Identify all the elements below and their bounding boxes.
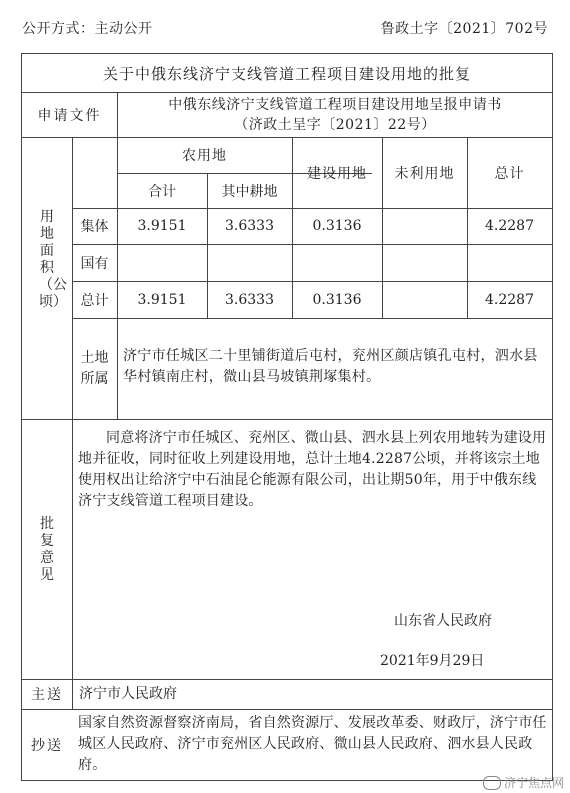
table-cell xyxy=(117,244,207,281)
header-unused: 未利用地 xyxy=(394,165,455,182)
document-number: 鲁政土字〔2021〕702号 xyxy=(380,21,548,37)
header-total: 总计 xyxy=(494,165,525,182)
land-area-label: 用地面积（公顷） xyxy=(39,209,67,310)
disclosure-mode: 公开方式：主动公开 xyxy=(22,21,153,37)
approval-text: 同意将济宁市任城区、兖州区、微山县、泗水县上列农用地转为建设用地并征收，同时征收上列建设用地，总计土地4.2287公顷，并将该宗土地使用权出让给济宁中石油昆仑能源有限公司，出让期50年，用于中俄东线济宁支线管道工程项目建设。 xyxy=(78,430,547,509)
row-label-state: 国有 xyxy=(80,255,109,272)
approval-label: 批复意见 xyxy=(40,516,54,583)
row-label-total: 总计 xyxy=(80,292,109,309)
cc-recipients: 国家自然资源督察济南局，省自然资源厅、发展改革委、财政厅，济宁市任城区人民政府、济宁市兖州区人民政府、微山县人民政府、泗水县人民政府。 xyxy=(78,715,547,773)
table-cell: 3.6333 xyxy=(225,218,274,234)
header-construction: 建设用地 xyxy=(307,165,367,182)
table-cell xyxy=(382,244,467,281)
table-cell xyxy=(292,244,382,281)
wechat-icon xyxy=(483,776,501,790)
table-cell xyxy=(467,244,552,281)
table-cell xyxy=(382,281,467,318)
table-cell: 3.9151 xyxy=(137,218,187,234)
application-title: 中俄东线济宁支线管道工程项目建设用地呈报申请书 xyxy=(168,96,502,113)
main-recipient-label: 主送 xyxy=(31,687,63,703)
table-cell: 3.6333 xyxy=(225,291,274,308)
approval-signer: 山东省人民政府 xyxy=(394,613,492,629)
table-cell: 4.2287 xyxy=(485,218,534,234)
document-title: 关于中俄东线济宁支线管道工程项目建设用地的批复 xyxy=(102,64,471,83)
table-cell: 4.2287 xyxy=(485,291,534,308)
approval-document xyxy=(21,53,553,781)
header-subtotal: 合计 xyxy=(148,183,176,200)
approval-date: 2021年9月29日 xyxy=(380,653,485,669)
watermark xyxy=(483,774,564,791)
header-arable: 其中耕地 xyxy=(221,183,278,200)
cc-label: 抄送 xyxy=(31,737,63,754)
watermark-text: 济宁焦点网 xyxy=(503,776,564,790)
main-recipient: 济宁市人民政府 xyxy=(79,686,177,702)
header-agri-land: 农用地 xyxy=(182,148,227,164)
location-label-line1: 土地 xyxy=(80,349,109,366)
row-label-collective: 集体 xyxy=(80,219,109,235)
table-cell xyxy=(207,244,292,281)
table-cell: 0.3136 xyxy=(312,291,362,308)
application-label: 申请文件 xyxy=(37,107,102,124)
table-cell: 0.3136 xyxy=(312,218,362,234)
location-label-line2: 所属 xyxy=(80,370,109,387)
table-cell xyxy=(382,208,467,244)
table-cell: 3.9151 xyxy=(137,291,187,308)
land-location: 济宁市任城区二十里铺街道后屯村，兖州区颜店镇孔屯村，泗水县华村镇南庄村，微山县马坡镇荆塚集村。 xyxy=(123,348,538,385)
application-number: （济政土呈字〔2021〕22号） xyxy=(234,116,436,133)
